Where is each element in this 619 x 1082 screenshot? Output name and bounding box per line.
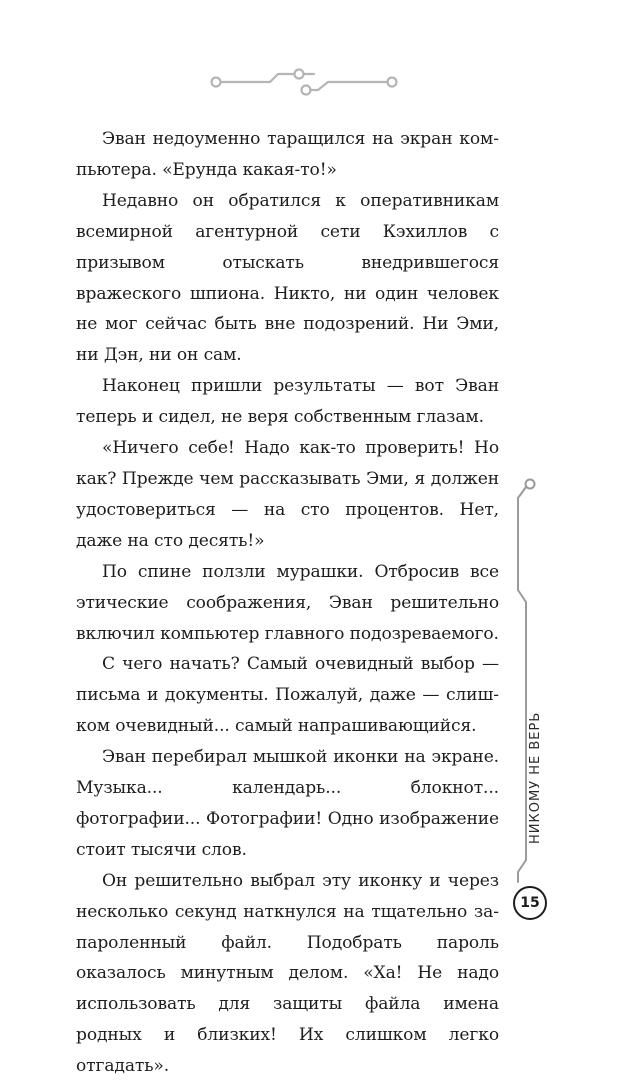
paragraph: Эван недоуменно таращился на экран компьютера. «Ерунда какая-то!»	[76, 129, 499, 180]
page-number: 15	[513, 886, 547, 920]
running-title: НИКОМУ НЕ ВЕРЬ	[528, 711, 543, 844]
paragraph: Он решительно выбрал эту иконку и через несколько секунд наткнулся на тщательно запароленный файл. Подобрать пароль оказалось минутным делом. «Ха! Не надо использовать для защиты файла имена родных и близких! Их слишком легко отгадать».	[76, 870, 499, 1077]
paragraph: «Ничего себе! Надо как-то проверить! Но как? Прежде чем рассказывать Эми, я должен удостовериться — на сто процентов. Нет, даже на сто десять!»	[76, 438, 499, 551]
paragraph: Наконец пришли результаты — вот Эван теперь и сидел, не веря собственным глазам.	[76, 376, 499, 428]
circuit-ornament-icon	[208, 62, 400, 102]
circuit-rail-icon	[500, 470, 560, 950]
paragraph: С чего начать? Самый очевидный выбор — письма и документы. Пожалуй, даже — слишком очевидный... самый напрашивающийся.	[76, 654, 499, 737]
paragraph: Эван перебирал мышкой иконки на экране. Музыка... календарь... блокнот... фотографии... Фотографии! Одно изображение стоит тысячи слов.	[76, 747, 499, 860]
paragraph: Недавно он обратился к оперативникам всемирной агентурной сети Кэхиллов с призывом отыскать внедрившегося вражеского шпиона. Никто, ни один человек не мог сейчас быть вне подозрений. Ни Эми, ни Дэн, ни он сам.	[76, 190, 499, 366]
body-text	[76, 124, 499, 1082]
paragraph: По спине ползли мурашки. Отбросив все этические соображения, Эван решительно включил компьютер главного подозреваемого.	[76, 561, 499, 644]
